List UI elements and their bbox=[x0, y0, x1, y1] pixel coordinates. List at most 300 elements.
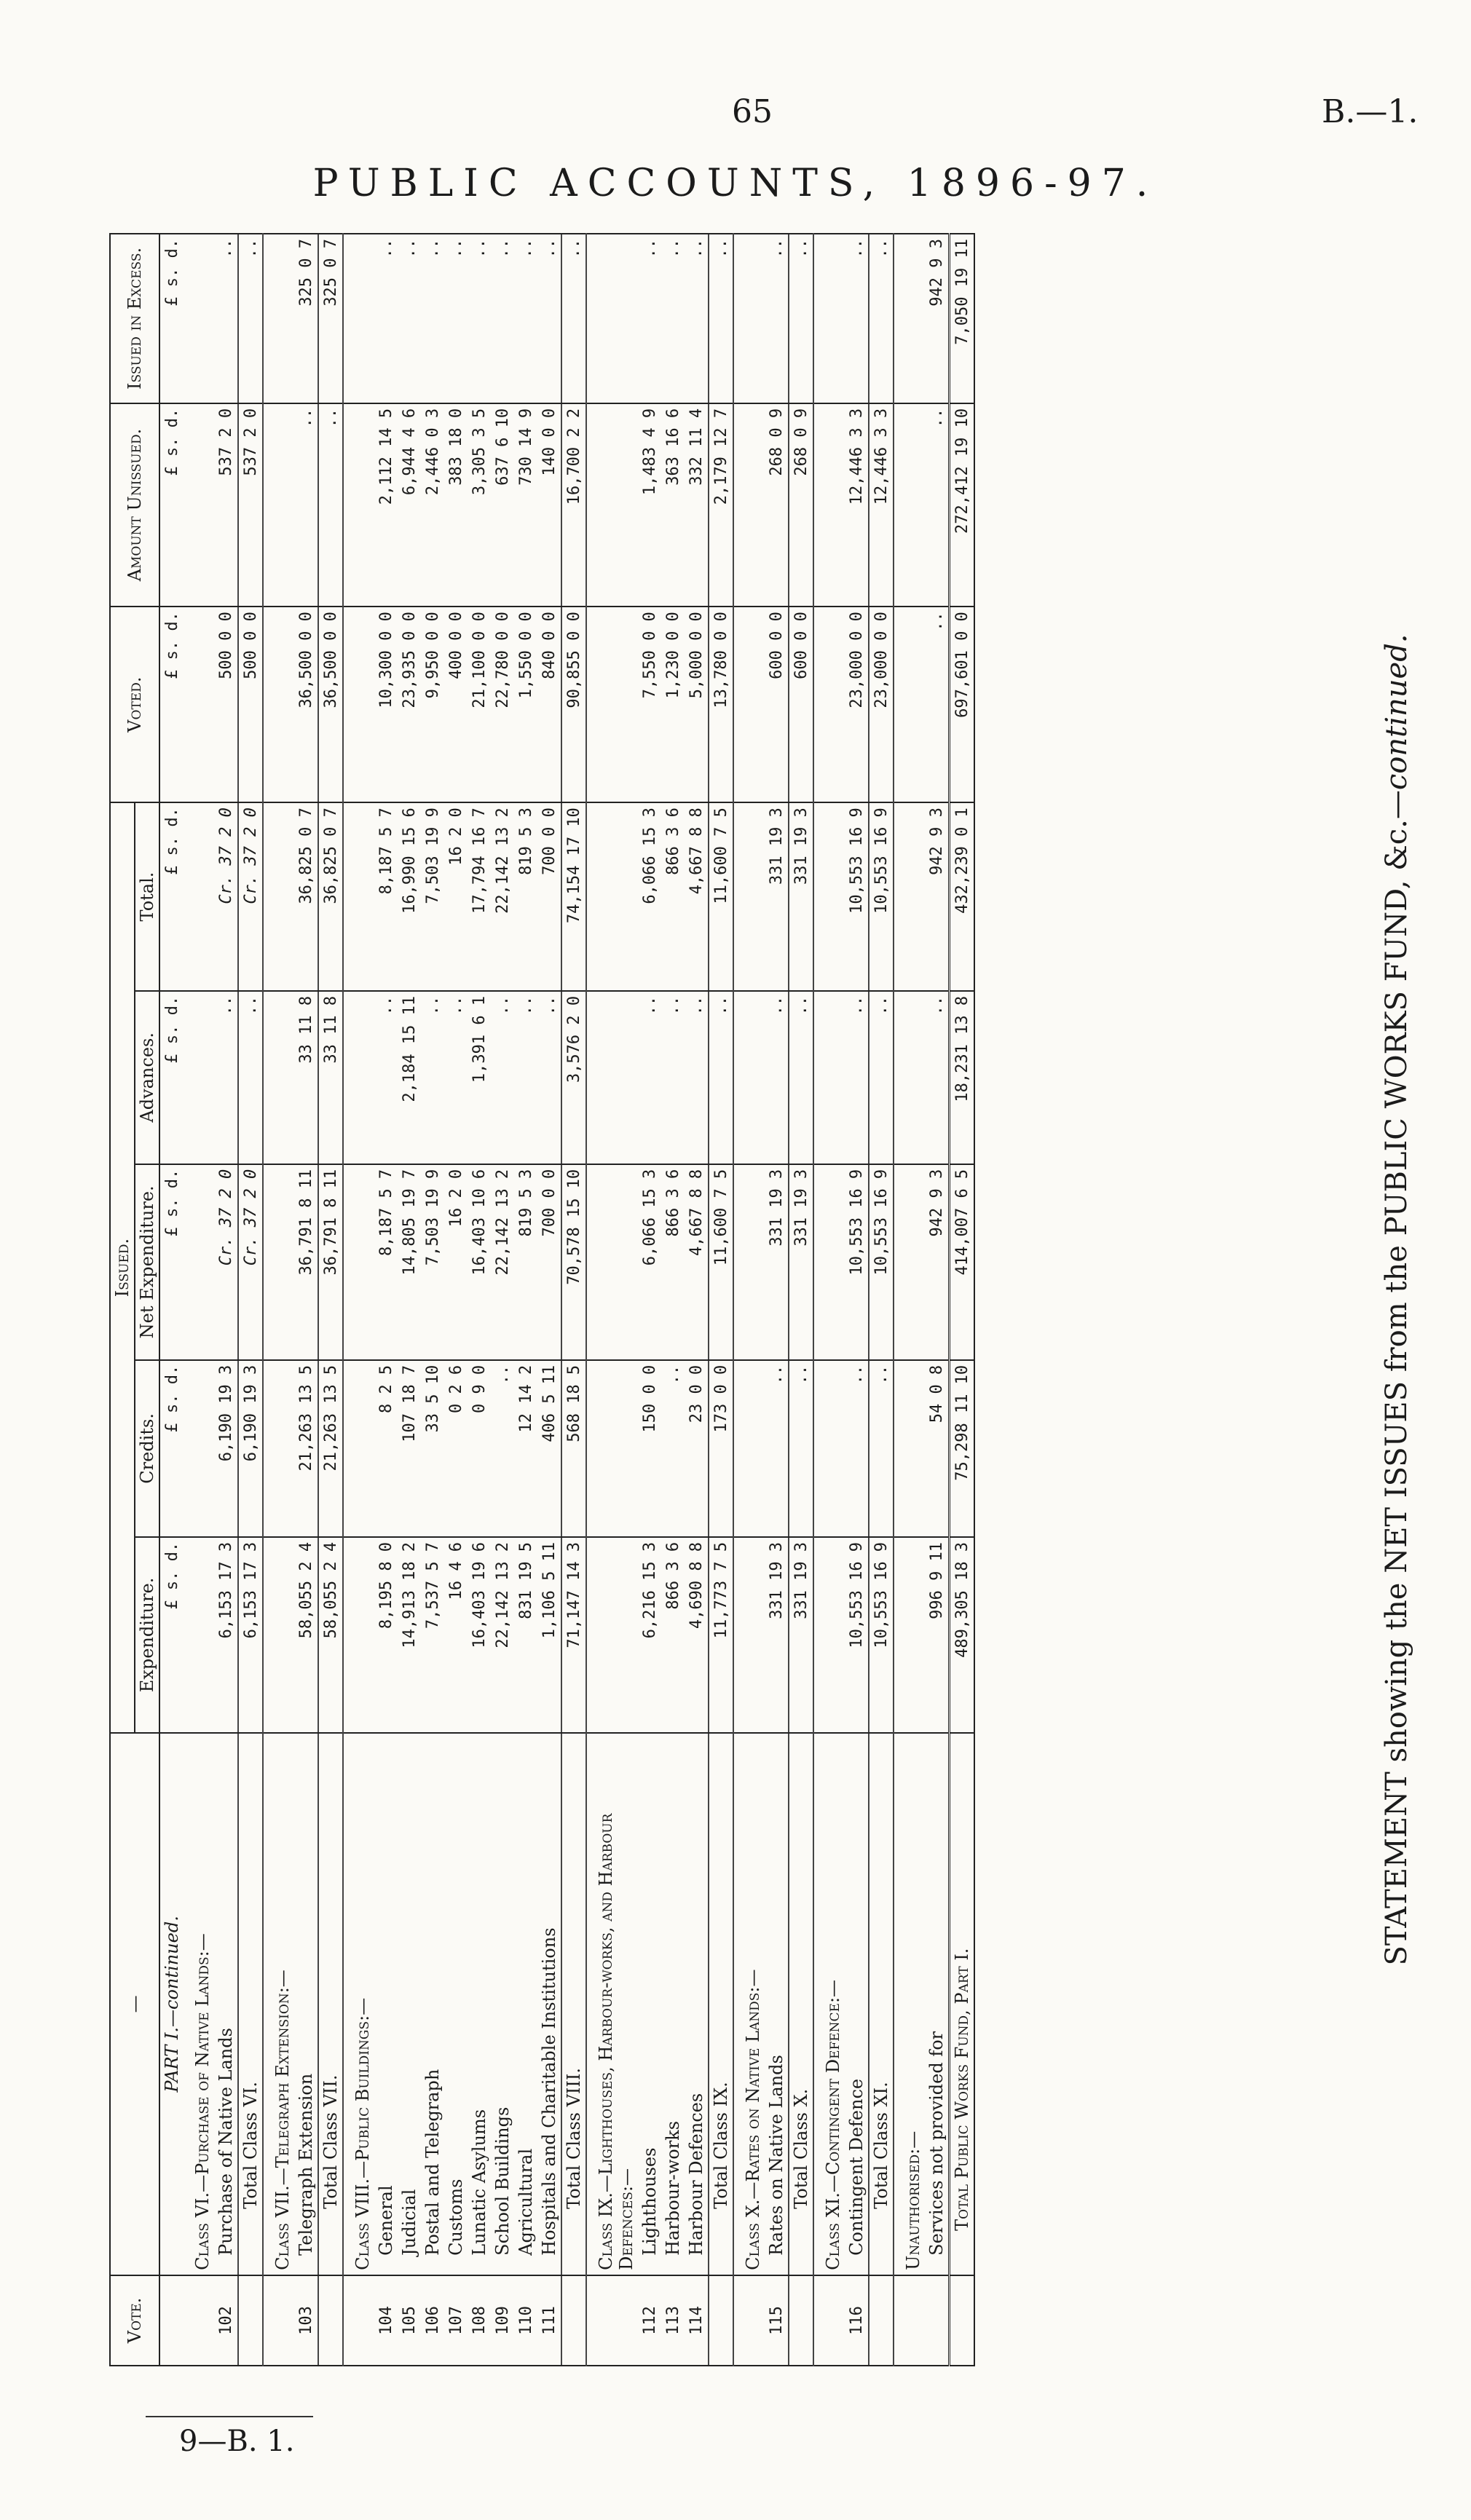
row-description: Unauthorised:— bbox=[894, 1733, 925, 2275]
expenditure-cell: 7,537 5 7 bbox=[421, 1537, 444, 1733]
class-heading-row bbox=[184, 234, 214, 2366]
expenditure-cell: 831 19 5 bbox=[514, 1537, 537, 1733]
class-total-row bbox=[318, 234, 343, 2366]
vote-number: 114 bbox=[685, 2275, 709, 2366]
voted-cell bbox=[586, 607, 638, 802]
credits-cell bbox=[894, 1360, 925, 1537]
row-description: Total Class VII. bbox=[318, 1733, 343, 2275]
credits-cell: .. bbox=[789, 1360, 813, 1537]
issued-in-excess-cell: 325 0 7 bbox=[318, 234, 343, 403]
amount-unissued-cell: 2,179 12 7 bbox=[709, 403, 733, 607]
net-expenditure-cell bbox=[733, 1164, 765, 1360]
expenditure-cell: 71,147 14 3 bbox=[561, 1537, 586, 1733]
issued-in-excess-cell: .. bbox=[685, 234, 709, 403]
amount-unissued-cell: .. bbox=[925, 403, 950, 607]
header-vote: Vote. bbox=[110, 2275, 159, 2366]
expenditure-cell: 6,153 17 3 bbox=[238, 1537, 263, 1733]
voted-cell: 22,780 0 0 bbox=[491, 607, 514, 802]
total-cell bbox=[586, 802, 638, 991]
credits-cell: 107 18 7 bbox=[398, 1360, 421, 1537]
total-cell: Cr. 37 2 0 bbox=[214, 802, 238, 991]
amount-unissued-cell bbox=[733, 403, 765, 607]
row-description: Total Class VI. bbox=[238, 1733, 263, 2275]
issued-in-excess-cell bbox=[263, 234, 294, 403]
credits-cell: 54 0 8 bbox=[925, 1360, 950, 1537]
net-expenditure-cell: Cr. 37 2 0 bbox=[214, 1164, 238, 1360]
net-expenditure-cell: 16,403 10 6 bbox=[468, 1164, 491, 1360]
issued-in-excess-cell: .. bbox=[421, 234, 444, 403]
rotated-content bbox=[109, 233, 1442, 2366]
units-label: £ s. d. bbox=[159, 403, 184, 607]
advances-cell: .. bbox=[789, 991, 813, 1164]
voted-cell: 23,000 0 0 bbox=[845, 607, 869, 802]
expenditure-cell bbox=[263, 1537, 294, 1733]
vote-number: 107 bbox=[444, 2275, 468, 2366]
class-total-row bbox=[238, 234, 263, 2366]
voted-cell: 600 0 0 bbox=[765, 607, 789, 802]
table-row bbox=[638, 234, 661, 2366]
advances-cell: .. bbox=[661, 991, 685, 1164]
voted-cell: 36,500 0 0 bbox=[294, 607, 318, 802]
row-description: Class VII.—Telegraph Extension:— bbox=[263, 1733, 294, 2275]
voted-cell: 1,550 0 0 bbox=[514, 607, 537, 802]
voted-cell bbox=[894, 607, 925, 802]
amount-unissued-cell bbox=[263, 403, 294, 607]
voted-cell bbox=[733, 607, 765, 802]
row-description: Class IX.—Lighthouses, Harbour-works, and Harbour Defences:— bbox=[586, 1733, 638, 2275]
advances-cell: .. bbox=[214, 991, 238, 1164]
voted-cell: 9,950 0 0 bbox=[421, 607, 444, 802]
amount-unissued-cell: 637 6 10 bbox=[491, 403, 514, 607]
net-expenditure-cell: Cr. 37 2 0 bbox=[238, 1164, 263, 1360]
page-number: 65 bbox=[732, 93, 773, 130]
header-net-expenditure: Net Expenditure. bbox=[135, 1164, 159, 1360]
amount-unissued-cell: 12,446 3 3 bbox=[869, 403, 894, 607]
total-cell: 10,553 16 9 bbox=[869, 802, 894, 991]
net-expenditure-cell: 70,578 15 10 bbox=[561, 1164, 586, 1360]
net-expenditure-cell: 10,553 16 9 bbox=[845, 1164, 869, 1360]
voted-cell: 23,000 0 0 bbox=[869, 607, 894, 802]
units-row bbox=[159, 234, 184, 2366]
issued-in-excess-cell: .. bbox=[661, 234, 685, 403]
issued-in-excess-cell: .. bbox=[638, 234, 661, 403]
table-row bbox=[468, 234, 491, 2366]
vote-number: 106 bbox=[421, 2275, 444, 2366]
total-cell: 700 0 0 bbox=[537, 802, 561, 991]
advances-cell bbox=[894, 991, 925, 1164]
expenditure-cell: 22,142 13 2 bbox=[491, 1537, 514, 1733]
credits-cell: .. bbox=[491, 1360, 514, 1537]
row-description: Total Public Works Fund, Part I. bbox=[950, 1733, 975, 2275]
units-label: £ s. d. bbox=[159, 1360, 184, 1537]
issued-in-excess-cell: 325 0 7 bbox=[294, 234, 318, 403]
row-description: Contingent Defence bbox=[845, 1733, 869, 2275]
row-description: Harbour Defences bbox=[685, 1733, 709, 2275]
credits-cell: 33 5 10 bbox=[421, 1360, 444, 1537]
expenditure-cell bbox=[586, 1537, 638, 1733]
expenditure-cell: 6,216 15 3 bbox=[638, 1537, 661, 1733]
expenditure-cell: 489,305 18 3 bbox=[950, 1537, 975, 1733]
vote-number bbox=[561, 2275, 586, 2366]
credits-cell bbox=[184, 1360, 214, 1537]
voted-cell: 840 0 0 bbox=[537, 607, 561, 802]
amount-unissued-cell: 3,305 3 5 bbox=[468, 403, 491, 607]
row-description: Hospitals and Charitable Institutions bbox=[537, 1733, 561, 2275]
expenditure-cell: 6,153 17 3 bbox=[214, 1537, 238, 1733]
total-cell bbox=[733, 802, 765, 991]
total-cell: 17,794 16 7 bbox=[468, 802, 491, 991]
vote-number bbox=[789, 2275, 813, 2366]
net-expenditure-cell: 6,066 15 3 bbox=[638, 1164, 661, 1360]
total-cell: 11,600 7 5 bbox=[709, 802, 733, 991]
amount-unissued-cell bbox=[586, 403, 638, 607]
advances-cell bbox=[263, 991, 294, 1164]
class-total-row bbox=[789, 234, 813, 2366]
issued-in-excess-cell: .. bbox=[514, 234, 537, 403]
advances-cell: 18,231 13 8 bbox=[950, 991, 975, 1164]
units-label: £ s. d. bbox=[159, 1164, 184, 1360]
expenditure-cell: 10,553 16 9 bbox=[869, 1537, 894, 1733]
expenditure-cell bbox=[343, 1537, 374, 1733]
vote-number: 104 bbox=[374, 2275, 398, 2366]
net-expenditure-cell: 331 19 3 bbox=[765, 1164, 789, 1360]
total-cell: 331 19 3 bbox=[765, 802, 789, 991]
voted-cell: 600 0 0 bbox=[789, 607, 813, 802]
rotated-table-region bbox=[109, 233, 1442, 2366]
total-cell: 432,239 0 1 bbox=[950, 802, 975, 991]
expenditure-cell bbox=[184, 1537, 214, 1733]
expenditure-cell: 331 19 3 bbox=[765, 1537, 789, 1733]
units-label: £ s. d. bbox=[159, 234, 184, 403]
net-expenditure-cell: 866 3 6 bbox=[661, 1164, 685, 1360]
net-expenditure-cell: 11,600 7 5 bbox=[709, 1164, 733, 1360]
voted-cell: 1,230 0 0 bbox=[661, 607, 685, 802]
table-row bbox=[925, 234, 950, 2366]
row-description: Rates on Native Lands bbox=[765, 1733, 789, 2275]
net-expenditure-cell: 700 0 0 bbox=[537, 1164, 561, 1360]
total-cell bbox=[894, 802, 925, 991]
issued-in-excess-cell: .. bbox=[444, 234, 468, 403]
units-label: £ s. d. bbox=[159, 991, 184, 1164]
amount-unissued-cell: 730 14 9 bbox=[514, 403, 537, 607]
amount-unissued-cell bbox=[894, 403, 925, 607]
row-description: Class X.—Rates on Native Lands:— bbox=[733, 1733, 765, 2275]
vote-number bbox=[925, 2275, 950, 2366]
issued-in-excess-cell: .. bbox=[374, 234, 398, 403]
advances-cell: .. bbox=[238, 991, 263, 1164]
advances-cell: 2,184 15 11 bbox=[398, 991, 421, 1164]
page-footer: 9—B. 1. bbox=[179, 2425, 295, 2458]
credits-cell bbox=[263, 1360, 294, 1537]
total-cell: 942 9 3 bbox=[925, 802, 950, 991]
net-expenditure-cell: 7,503 19 9 bbox=[421, 1164, 444, 1360]
expenditure-cell: 16,403 19 6 bbox=[468, 1537, 491, 1733]
net-expenditure-cell bbox=[894, 1164, 925, 1360]
class-heading-row bbox=[733, 234, 765, 2366]
amount-unissued-cell: 268 0 9 bbox=[789, 403, 813, 607]
row-description: Class VI.—Purchase of Native Lands:— bbox=[184, 1733, 214, 2275]
issued-in-excess-cell: 942 9 3 bbox=[925, 234, 950, 403]
expenditure-cell bbox=[733, 1537, 765, 1733]
total-cell bbox=[343, 802, 374, 991]
amount-unissued-cell: 537 2 0 bbox=[238, 403, 263, 607]
header-amount-unissued: Amount Unissued. bbox=[110, 403, 159, 607]
vote-number bbox=[318, 2275, 343, 2366]
vote-number: 102 bbox=[214, 2275, 238, 2366]
credits-cell: .. bbox=[869, 1360, 894, 1537]
voted-cell: 21,100 0 0 bbox=[468, 607, 491, 802]
credits-cell: 21,263 13 5 bbox=[294, 1360, 318, 1537]
amount-unissued-cell: .. bbox=[294, 403, 318, 607]
amount-unissued-cell: 332 11 4 bbox=[685, 403, 709, 607]
credits-cell bbox=[813, 1360, 845, 1537]
expenditure-cell: 16 4 6 bbox=[444, 1537, 468, 1733]
credits-cell: 23 0 0 bbox=[685, 1360, 709, 1537]
row-description: Total Class XI. bbox=[869, 1733, 894, 2275]
header-issued-in-excess: Issued in Excess. bbox=[110, 234, 159, 403]
row-description: Purchase of Native Lands bbox=[214, 1733, 238, 2275]
table-row bbox=[214, 234, 238, 2366]
voted-cell bbox=[184, 607, 214, 802]
issued-in-excess-cell bbox=[733, 234, 765, 403]
amount-unissued-cell: 12,446 3 3 bbox=[845, 403, 869, 607]
statement-heading bbox=[1380, 233, 1413, 2366]
amount-unissued-cell: 272,412 19 10 bbox=[950, 403, 975, 607]
expenditure-cell: 58,055 2 4 bbox=[294, 1537, 318, 1733]
issued-in-excess-cell bbox=[586, 234, 638, 403]
total-cell: 74,154 17 10 bbox=[561, 802, 586, 991]
table-row bbox=[685, 234, 709, 2366]
net-expenditure-cell: 331 19 3 bbox=[789, 1164, 813, 1360]
amount-unissued-cell: 268 0 9 bbox=[765, 403, 789, 607]
advances-cell: .. bbox=[638, 991, 661, 1164]
amount-unissued-cell: .. bbox=[318, 403, 343, 607]
amount-unissued-cell: 6,944 4 6 bbox=[398, 403, 421, 607]
credits-cell: 8 2 5 bbox=[374, 1360, 398, 1537]
class-total-row bbox=[561, 234, 586, 2366]
net-expenditure-cell: 414,007 6 5 bbox=[950, 1164, 975, 1360]
units-label: £ s. d. bbox=[159, 607, 184, 802]
total-cell: 866 3 6 bbox=[661, 802, 685, 991]
expenditure-cell: 331 19 3 bbox=[789, 1537, 813, 1733]
net-expenditure-cell: 10,553 16 9 bbox=[869, 1164, 894, 1360]
amount-unissued-cell: 140 0 0 bbox=[537, 403, 561, 607]
credits-cell: 568 18 5 bbox=[561, 1360, 586, 1537]
net-expenditure-cell bbox=[184, 1164, 214, 1360]
vote-number: 111 bbox=[537, 2275, 561, 2366]
expenditure-cell: 8,195 8 0 bbox=[374, 1537, 398, 1733]
page-title: PUBLIC ACCOUNTS, 1896-97. bbox=[312, 162, 1159, 205]
total-cell: 22,142 13 2 bbox=[491, 802, 514, 991]
expenditure-cell: 4,690 8 8 bbox=[685, 1537, 709, 1733]
row-description: Total Class IX. bbox=[709, 1733, 733, 2275]
total-cell: 819 5 3 bbox=[514, 802, 537, 991]
net-expenditure-cell bbox=[263, 1164, 294, 1360]
voted-cell: 500 0 0 bbox=[238, 607, 263, 802]
voted-cell: 400 0 0 bbox=[444, 607, 468, 802]
issued-in-excess-cell: .. bbox=[765, 234, 789, 403]
issued-in-excess-cell: .. bbox=[398, 234, 421, 403]
voted-cell: 90,855 0 0 bbox=[561, 607, 586, 802]
header-credits: Credits. bbox=[135, 1360, 159, 1537]
vote-number bbox=[950, 2275, 975, 2366]
issued-in-excess-cell: .. bbox=[845, 234, 869, 403]
vote-number bbox=[813, 2275, 845, 2366]
row-description: Class VIII.—Public Buildings:— bbox=[343, 1733, 374, 2275]
voted-cell: 697,601 0 0 bbox=[950, 607, 975, 802]
issued-in-excess-cell: .. bbox=[789, 234, 813, 403]
vote-number bbox=[263, 2275, 294, 2366]
net-expenditure-cell: 4,667 8 8 bbox=[685, 1164, 709, 1360]
table-row bbox=[398, 234, 421, 2366]
amount-unissued-cell bbox=[184, 403, 214, 607]
net-expenditure-cell: 36,791 8 11 bbox=[318, 1164, 343, 1360]
advances-cell: .. bbox=[709, 991, 733, 1164]
document-code: B.—1. bbox=[1322, 93, 1419, 130]
table-row bbox=[537, 234, 561, 2366]
table-row bbox=[374, 234, 398, 2366]
table-row bbox=[845, 234, 869, 2366]
total-cell bbox=[184, 802, 214, 991]
row-description: Lunatic Asylums bbox=[468, 1733, 491, 2275]
total-cell: 7,503 19 9 bbox=[421, 802, 444, 991]
vote-number: 116 bbox=[845, 2275, 869, 2366]
credits-cell: 173 0 0 bbox=[709, 1360, 733, 1537]
row-description: Customs bbox=[444, 1733, 468, 2275]
expenditure-cell bbox=[894, 1537, 925, 1733]
advances-cell: .. bbox=[491, 991, 514, 1164]
issued-in-excess-cell: .. bbox=[491, 234, 514, 403]
voted-cell: 500 0 0 bbox=[214, 607, 238, 802]
footer-rule bbox=[146, 2416, 313, 2417]
advances-cell bbox=[343, 991, 374, 1164]
net-expenditure-cell: 942 9 3 bbox=[925, 1164, 950, 1360]
table-row bbox=[421, 234, 444, 2366]
issued-in-excess-cell bbox=[813, 234, 845, 403]
advances-cell: 33 11 8 bbox=[318, 991, 343, 1164]
vote-number bbox=[184, 2275, 214, 2366]
total-cell: 331 19 3 bbox=[789, 802, 813, 991]
total-cell bbox=[263, 802, 294, 991]
amount-unissued-cell: 363 16 6 bbox=[661, 403, 685, 607]
advances-cell: .. bbox=[925, 991, 950, 1164]
vote-number: 108 bbox=[468, 2275, 491, 2366]
voted-cell: 5,000 0 0 bbox=[685, 607, 709, 802]
class-heading-row bbox=[343, 234, 374, 2366]
voted-cell: 23,935 0 0 bbox=[398, 607, 421, 802]
voted-cell: 7,550 0 0 bbox=[638, 607, 661, 802]
credits-cell bbox=[733, 1360, 765, 1537]
expenditure-cell: 1,106 5 11 bbox=[537, 1537, 561, 1733]
expenditure-cell: 996 9 11 bbox=[925, 1537, 950, 1733]
row-description: Total Class VIII. bbox=[561, 1733, 586, 2275]
credits-cell: 0 2 6 bbox=[444, 1360, 468, 1537]
row-description: Services not provided for bbox=[925, 1733, 950, 2275]
advances-cell bbox=[586, 991, 638, 1164]
credits-cell: 12 14 2 bbox=[514, 1360, 537, 1537]
row-description: Telegraph Extension bbox=[294, 1733, 318, 2275]
net-expenditure-cell bbox=[343, 1164, 374, 1360]
advances-cell: 1,391 6 1 bbox=[468, 991, 491, 1164]
total-cell: 16 2 0 bbox=[444, 802, 468, 991]
class-heading-row bbox=[813, 234, 845, 2366]
net-issues-table bbox=[109, 233, 975, 2366]
class-total-row bbox=[869, 234, 894, 2366]
credits-cell: 75,298 11 10 bbox=[950, 1360, 975, 1537]
row-description: Total Class X. bbox=[789, 1733, 813, 2275]
advances-cell bbox=[733, 991, 765, 1164]
vote-number: 103 bbox=[294, 2275, 318, 2366]
issued-in-excess-cell: .. bbox=[238, 234, 263, 403]
advances-cell: .. bbox=[374, 991, 398, 1164]
amount-unissued-cell: 16,700 2 2 bbox=[561, 403, 586, 607]
net-expenditure-cell: 16 2 0 bbox=[444, 1164, 468, 1360]
vote-number bbox=[709, 2275, 733, 2366]
advances-cell: .. bbox=[444, 991, 468, 1164]
statement-heading-suffix: continued. bbox=[1380, 633, 1413, 791]
advances-cell: .. bbox=[845, 991, 869, 1164]
row-description: Agricultural bbox=[514, 1733, 537, 2275]
credits-cell: 150 0 0 bbox=[638, 1360, 661, 1537]
statement-heading-text: STATEMENT showing the NET ISSUES from the PUBLIC WORKS FUND, &c.— bbox=[1380, 790, 1413, 1966]
row-description: General bbox=[374, 1733, 398, 2275]
units-label: £ s. d. bbox=[159, 1537, 184, 1733]
voted-cell bbox=[263, 607, 294, 802]
advances-cell bbox=[184, 991, 214, 1164]
table-row bbox=[444, 234, 468, 2366]
total-cell bbox=[813, 802, 845, 991]
voted-cell: .. bbox=[925, 607, 950, 802]
table-row bbox=[661, 234, 685, 2366]
credits-cell: .. bbox=[765, 1360, 789, 1537]
net-expenditure-cell: 819 5 3 bbox=[514, 1164, 537, 1360]
vote-number bbox=[733, 2275, 765, 2366]
header-voted: Voted. bbox=[110, 607, 159, 802]
row-description: School Buildings bbox=[491, 1733, 514, 2275]
vote-number: 110 bbox=[514, 2275, 537, 2366]
issued-in-excess-cell: .. bbox=[537, 234, 561, 403]
issued-in-excess-cell: .. bbox=[214, 234, 238, 403]
credits-cell: 21,263 13 5 bbox=[318, 1360, 343, 1537]
row-description: Harbour-works bbox=[661, 1733, 685, 2275]
total-cell: 36,825 0 7 bbox=[318, 802, 343, 991]
expenditure-cell bbox=[813, 1537, 845, 1733]
advances-cell bbox=[813, 991, 845, 1164]
voted-cell: 36,500 0 0 bbox=[318, 607, 343, 802]
credits-cell: 6,190 19 3 bbox=[214, 1360, 238, 1537]
total-cell: 10,553 16 9 bbox=[845, 802, 869, 991]
credits-cell: 406 5 11 bbox=[537, 1360, 561, 1537]
header-total: Total. bbox=[135, 802, 159, 991]
voted-cell: 13,780 0 0 bbox=[709, 607, 733, 802]
amount-unissued-cell: 537 2 0 bbox=[214, 403, 238, 607]
header-blank: — bbox=[110, 1733, 159, 2275]
units-label: £ s. d. bbox=[159, 802, 184, 991]
total-cell: Cr. 37 2 0 bbox=[238, 802, 263, 991]
advances-cell: 33 11 8 bbox=[294, 991, 318, 1164]
vote-number bbox=[238, 2275, 263, 2366]
part-heading: PART I.—continued. bbox=[159, 1733, 184, 2275]
row-description: Judicial bbox=[398, 1733, 421, 2275]
total-cell: 8,187 5 7 bbox=[374, 802, 398, 991]
advances-cell: .. bbox=[421, 991, 444, 1164]
total-cell: 16,990 15 6 bbox=[398, 802, 421, 991]
total-cell: 6,066 15 3 bbox=[638, 802, 661, 991]
expenditure-cell: 10,553 16 9 bbox=[845, 1537, 869, 1733]
row-description: Postal and Telegraph bbox=[421, 1733, 444, 2275]
vote-number bbox=[586, 2275, 638, 2366]
net-expenditure-cell: 8,187 5 7 bbox=[374, 1164, 398, 1360]
